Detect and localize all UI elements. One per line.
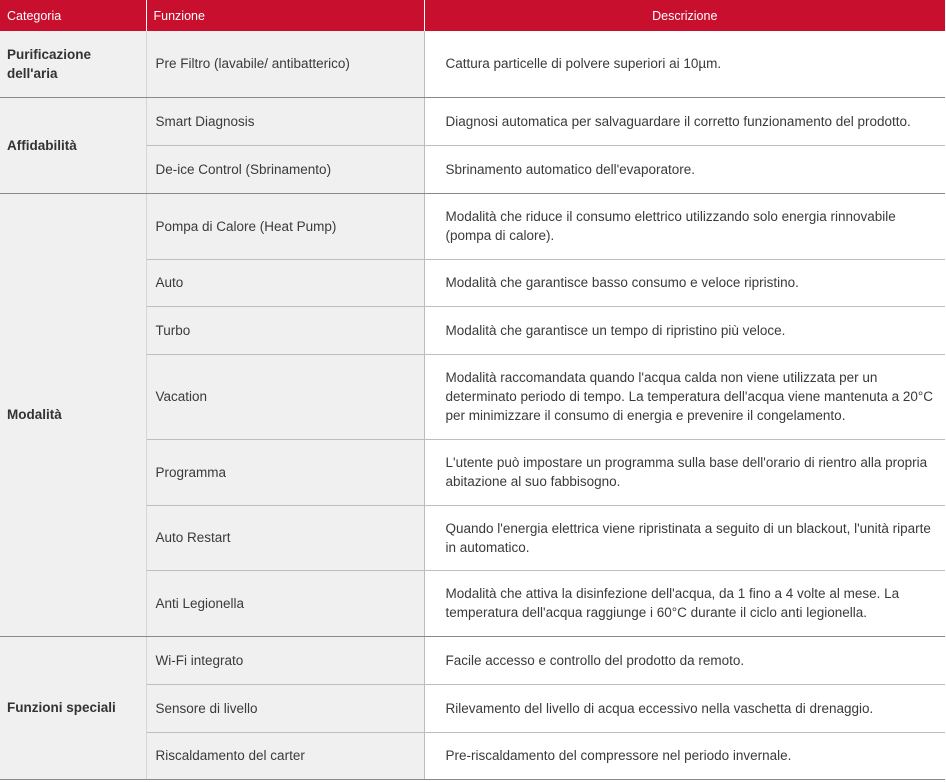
- description-cell: Modalità che garantisce un tempo di ripristino più veloce.: [424, 306, 945, 354]
- function-cell: Anti Legionella: [146, 570, 424, 636]
- function-cell: Auto: [146, 259, 424, 306]
- function-cell: Vacation: [146, 354, 424, 439]
- description-cell: Modalità che garantisce basso consumo e veloce ripristino.: [424, 259, 945, 306]
- category-cell: Modalità: [0, 193, 146, 636]
- description-cell: Sbrinamento automatico dell'evaporatore.: [424, 145, 945, 193]
- header-funzione: Funzione: [146, 0, 424, 31]
- description-cell: Facile accesso e controllo del prodotto da remoto.: [424, 636, 945, 684]
- function-cell: Pompa di Calore (Heat Pump): [146, 193, 424, 259]
- function-cell: Smart Diagnosis: [146, 97, 424, 145]
- category-cell: Purificazione dell'aria: [0, 31, 146, 97]
- function-cell: Riscaldamento del carter: [146, 732, 424, 779]
- header-categoria: Categoria: [0, 0, 146, 31]
- function-cell: De-ice Control (Sbrinamento): [146, 145, 424, 193]
- description-cell: Diagnosi automatica per salvaguardare il corretto funzionamento del prodotto.: [424, 97, 945, 145]
- category-cell: Affidabilità: [0, 97, 146, 193]
- function-cell: Turbo: [146, 306, 424, 354]
- description-cell: Modalità che riduce il consumo elettrico utilizzando solo energia rinnovabile (pompa di calore).: [424, 193, 945, 259]
- description-cell: Modalità raccomandata quando l'acqua calda non viene utilizzata per un determinato periodo di tempo. La temperatura dell'acqua viene mantenuta a 20°C per minimizzare il consumo di energia e prevenire il congelamento.: [424, 354, 945, 439]
- description-cell: Cattura particelle di polvere superiori ai 10µm.: [424, 31, 945, 97]
- header-descrizione: Descrizione: [424, 0, 945, 31]
- function-cell: Pre Filtro (lavabile/ antibatterico): [146, 31, 424, 97]
- header-row: [0, 0, 945, 31]
- function-cell: Auto Restart: [146, 505, 424, 570]
- table-row: [0, 193, 945, 259]
- table-row: [0, 31, 945, 97]
- category-cell: Funzioni speciali: [0, 636, 146, 779]
- function-cell: Sensore di livello: [146, 684, 424, 732]
- description-cell: Quando l'energia elettrica viene ripristinata a seguito di un blackout, l'unità riparte in automatico.: [424, 505, 945, 570]
- description-cell: L'utente può impostare un programma sulla base dell'orario di rientro alla propria abitazione al suo fabbisogno.: [424, 439, 945, 505]
- description-cell: Rilevamento del livello di acqua eccessivo nella vaschetta di drenaggio.: [424, 684, 945, 732]
- function-cell: Programma: [146, 439, 424, 505]
- description-cell: Modalità che attiva la disinfezione dell'acqua, da 1 fino a 4 volte al mese. La temperatura dell'acqua raggiunge i 60°C durante il ciclo anti legionella.: [424, 570, 945, 636]
- table-row: [0, 636, 945, 684]
- description-cell: Pre-riscaldamento del compressore nel periodo invernale.: [424, 732, 945, 779]
- table-row: [0, 97, 945, 145]
- function-cell: Wi-Fi integrato: [146, 636, 424, 684]
